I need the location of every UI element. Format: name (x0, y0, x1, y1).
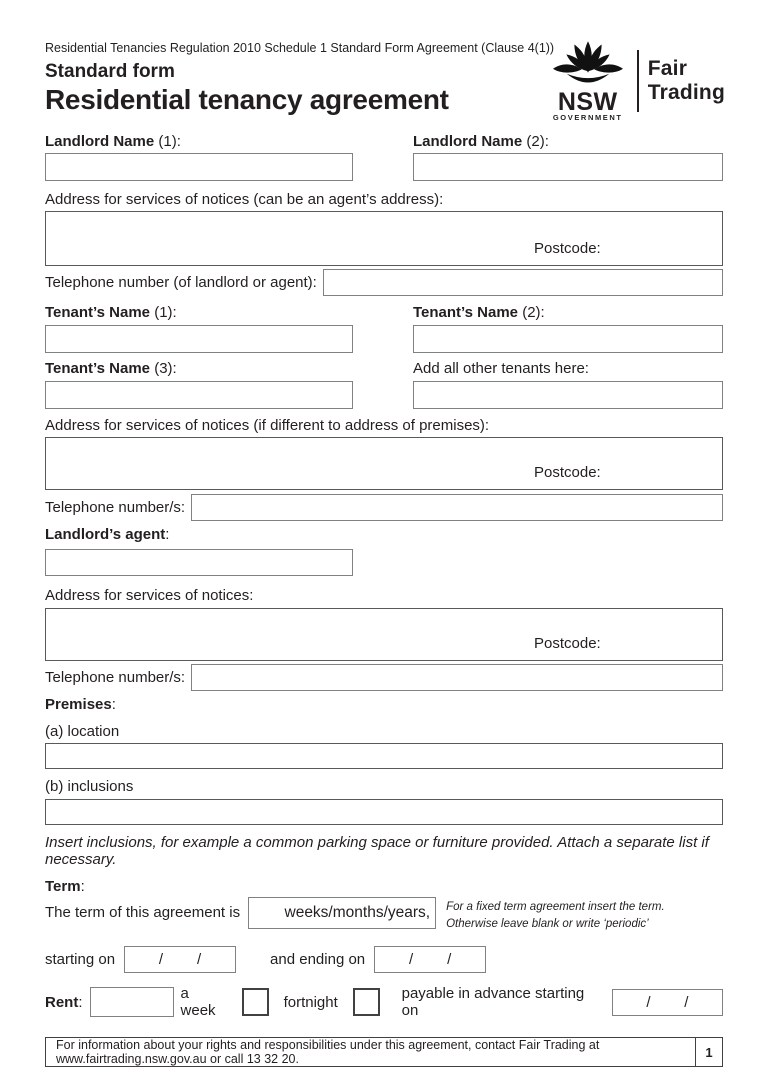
term-note-line1: For a fixed term agreement insert the term. (446, 901, 665, 913)
term-units-label: weeks/months/years, (284, 904, 431, 921)
tenant-name-2-label-bold: Tenant’s Name (413, 304, 519, 321)
fair-trading-line2: Trading (647, 81, 725, 104)
landlord-name-2-input[interactable] (413, 153, 723, 181)
page-number: 1 (695, 1038, 722, 1066)
date-slash: / (447, 951, 452, 968)
regulation-line: Residential Tenancies Regulation 2010 Schedule 1 Standard Form Agreement (Clause 4(1)) (45, 41, 555, 55)
premises-location-label: (a) location (45, 723, 120, 740)
tenant-postcode-label: Postcode: (534, 464, 601, 481)
logo-nsw-text: NSW (557, 88, 618, 116)
rent-advance-date-box[interactable] (612, 989, 723, 1016)
tenant-address-box[interactable] (45, 437, 723, 490)
landlord-postcode-label: Postcode: (534, 240, 601, 257)
landlord-name-1-label-num: (1): (154, 133, 181, 150)
tenant-phone-input[interactable] (191, 494, 723, 521)
date-slash: / (646, 993, 651, 1011)
premises-label-colon: : (111, 696, 116, 713)
date-slash: / (684, 993, 689, 1011)
footer-text: For information about your rights and responsibilities under this agreement, contact Fair Trading at www.fairtrading.nsw.gov.au or call 13 32 20. (56, 1038, 600, 1066)
rent-label-colon: : (78, 993, 83, 1011)
logo-government-text: GOVERNMENT (552, 113, 623, 122)
tenant-name-3-label-bold: Tenant’s Name (45, 360, 151, 377)
payable-in-advance-label: payable in advance starting on (401, 985, 585, 1019)
premises-inclusions-input[interactable] (45, 799, 723, 825)
term-label-bold: Term (45, 878, 81, 895)
term-label (45, 878, 723, 895)
agent-phone-label: Telephone number/s: (45, 669, 186, 686)
agent-postcode-label: Postcode: (534, 635, 601, 652)
starting-on-label: starting on (45, 951, 116, 968)
premises-inclusions-label: (b) inclusions (45, 778, 134, 795)
agent-address-box[interactable] (45, 608, 723, 661)
other-tenants-input[interactable] (413, 381, 723, 409)
fortnight-label: fortnight (283, 993, 338, 1011)
rent-fortnight-checkbox[interactable] (353, 988, 380, 1016)
tenant-name-2-input[interactable] (413, 325, 723, 353)
form-content (45, 41, 723, 1067)
other-tenants-label: Add all other tenants here: (413, 360, 589, 377)
inclusions-note: Insert inclusions, for example a common parking space or furniture provided. Attach a separate list if necessary. (45, 834, 709, 868)
tenant-name-3-label (45, 360, 353, 377)
term-sentence: The term of this agreement is (45, 904, 241, 921)
a-week-label: a week (180, 985, 216, 1019)
term-note-line2: Otherwise leave blank or write ‘periodic’ (446, 918, 649, 930)
landlord-name-1-label-bold: Landlord Name (45, 133, 155, 150)
form-type-heading: Standard form (45, 61, 175, 82)
agent-address-label: Address for services of notices: (45, 587, 254, 604)
tenant-name-2-label-num: (2): (518, 304, 545, 321)
landlord-phone-label: Telephone number (of landlord or agent): (45, 274, 317, 291)
landlords-agent-label-bold: Landlord’s agent (45, 526, 166, 543)
agent-name-input[interactable] (45, 549, 353, 576)
footer-info-bar (45, 1037, 723, 1067)
term-start-date-box[interactable] (124, 946, 236, 973)
tenant-name-3-input[interactable] (45, 381, 353, 409)
landlord-name-2-label-bold: Landlord Name (413, 133, 523, 150)
landlord-name-2-label (413, 133, 723, 150)
term-end-date-box[interactable] (374, 946, 486, 973)
landlord-name-1-label (45, 133, 353, 150)
date-slash: / (158, 951, 164, 968)
premises-label (45, 696, 723, 713)
premises-location-input[interactable] (45, 743, 723, 769)
rent-amount-input[interactable] (90, 987, 174, 1017)
fair-trading-line1: Fair (647, 57, 688, 80)
date-slash: / (196, 951, 202, 968)
landlords-agent-label (45, 526, 723, 543)
tenant-address-label: Address for services of notices (if different to address of premises): (45, 417, 490, 434)
landlord-name-2-label-num: (2): (522, 133, 549, 150)
rent-label (45, 994, 83, 1011)
term-notes (446, 897, 665, 933)
landlords-agent-label-colon: : (165, 526, 170, 543)
tenant-name-1-label-bold: Tenant’s Name (45, 304, 151, 321)
tenant-name-3-label-num: (3): (150, 360, 177, 377)
rent-label-bold: Rent (45, 993, 79, 1011)
tenant-name-2-label (413, 304, 723, 321)
date-slash: / (409, 951, 414, 968)
landlord-address-box[interactable] (45, 211, 723, 266)
tenant-phone-label: Telephone number/s: (45, 499, 186, 516)
rent-week-checkbox[interactable] (242, 988, 269, 1016)
agent-phone-input[interactable] (191, 664, 723, 691)
landlord-address-label: Address for services of notices (can be an agent’s address): (45, 191, 444, 208)
landlord-name-1-input[interactable] (45, 153, 353, 181)
premises-label-bold: Premises (45, 696, 112, 713)
page-title: Residential tenancy agreement (45, 84, 449, 115)
landlord-phone-input[interactable] (323, 269, 723, 296)
tenant-name-1-label-num: (1): (150, 304, 177, 321)
term-label-colon: : (80, 878, 85, 895)
term-length-box[interactable] (248, 897, 436, 929)
tenant-name-1-input[interactable] (45, 325, 353, 353)
tenant-name-1-label (45, 304, 353, 321)
ending-on-label: and ending on (270, 951, 366, 968)
